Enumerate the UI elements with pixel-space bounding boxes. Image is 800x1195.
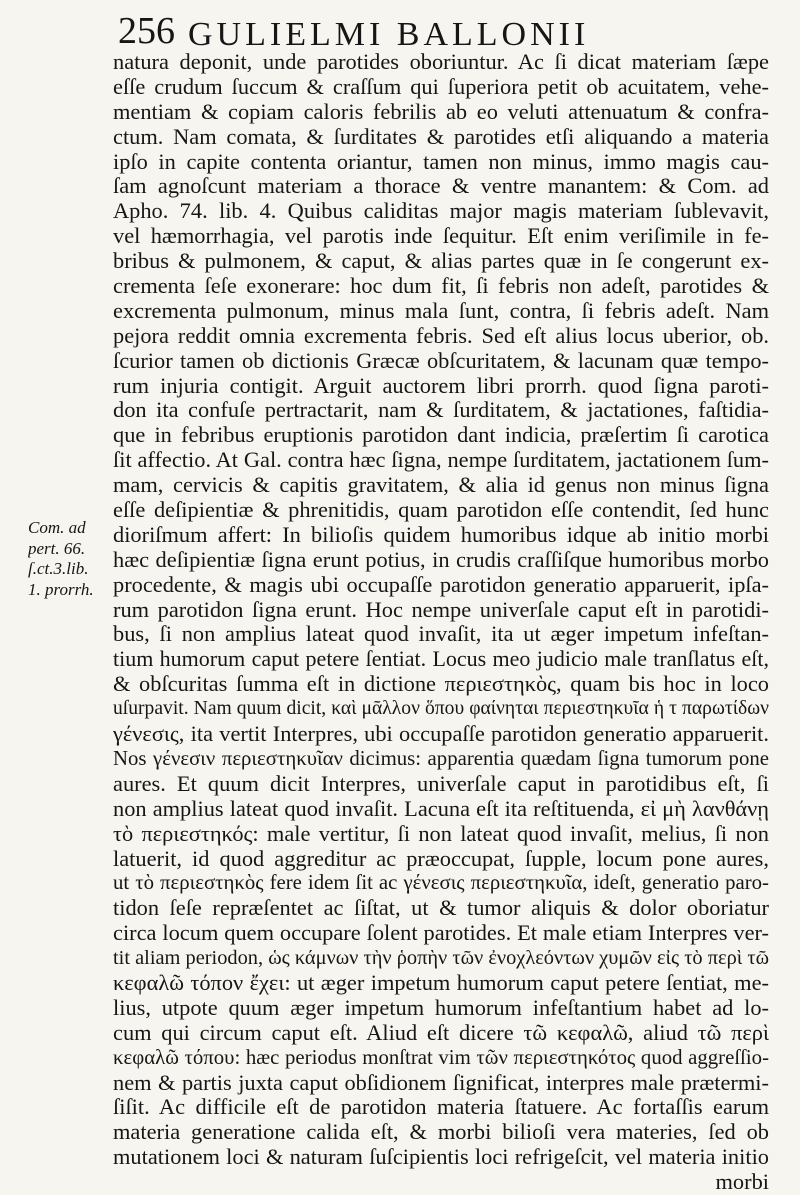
text-line: tium humorum caput petere ſentiat. Locus meo judicio male tranſlatus eſt, [113,647,769,672]
text-line: ſam agnoſcunt materiam a thorace & ventre manantem: & Com. ad [113,174,769,199]
marginal-note [28,518,110,600]
text-line: ſit affectio. At Gal. contra hæc ſigna, nempe ſurditatem, jactationem ſum- [113,448,769,473]
running-head [118,10,788,52]
text-line: rum parotidon ſigna erunt. Hoc nempe univerſale caput eſt in parotidi- [113,597,769,622]
text-line: uſurpavit. Nam quum dicit, καὶ μᾶλλον ὅπου φαίνηται περιεστηκυῖα ἡ τ παρωτίδων [113,698,769,720]
text-line: mam, cervicis & capitis gravitatem, & alia id genus non minus ſigna [113,473,769,498]
text-line: que in febribus eruptionis parotidon dant indicia, præſertim ſi carotica [113,423,769,448]
text-line: Nos γένεσιν περιεστηκυῖαν dicimus: apparentia quædam ſigna tumorum pone [113,746,769,770]
text-line: κεφαλῶ τόπον ἔχει: ut æger impetum humorum caput petere ſentiat, me- [113,970,769,995]
text-line: circa locum quem occupare ſolent parotides. Et male etiam Interpres ver- [113,921,769,946]
text-line: vel hæmorrhagia, vel parotis inde ſequitur. Eſt enim veriſimile in fe- [113,224,769,249]
text-line: aures. Et quum dicit Interpres, univerſale caput in parotidibus eſt, ſi [113,771,769,796]
text-line: lius, utpote quum æger impetum humorum infeſtantium habet ad lo- [113,995,769,1020]
text-line: pejora reddit omnia excrementa febris. Sed eſt alius locus uberior, ob. [113,323,769,348]
marginal-note-line: pert. 66. [28,538,86,558]
text-line: natura deponit, unde parotides oboriuntur. Ac ſi dicat materiam ſæpe [113,50,769,74]
text-line: γένεσις, ita vertit Interpres, ubi occupaſſe parotidon generatio apparuerit. [113,722,769,747]
text-line: dioriſmum affert: In bilioſis quidem humoribus idque ab initio morbi [113,522,769,547]
text-line: ut τὸ περιεστηκὸς fere idem ſit ac γένεσις περιεστηκυῖα, ideſt, generatio paro- [113,871,769,895]
text-line: latuerit, id quod aggreditur ac præoccupat, ſupple, locum pone aures, [113,846,769,871]
marginal-note-line: 1. prorrh. [28,579,94,599]
text-line: tit aliam periodon, ὡς κάμνων τὴν ῥοπὴν τῶν ἐνοχλεόντων χυμῶν εἰς τὸ περὶ τῶ [113,947,769,970]
text-line: morbi [715,1170,769,1195]
text-line: Apho. 74. lib. 4. Quibus caliditas major magis materiam ſublevavit, [113,199,769,224]
text-line: ſiſit. Ac difficile eſt de parotidon materia ſtatuere. Ac fortaſſis earum [113,1095,769,1120]
text-line: eſſe crudum ſuccum & craſſum qui ſuperiora petit ob acuitatem, vehe- [113,74,769,99]
marginal-note-line: Com. ad [28,518,86,537]
text-line: materia generatione calida eſt, & morbi bilioſi vera materies, ſed ob [113,1120,769,1145]
text-line: bus, ſi non amplius lateat quod invaſit, ita ut æger impetum infeſtan- [113,622,769,647]
text-line: tidon ſeſe repræſentet ac ſiſtat, ut & tumor aliquis & dolor oboriatur [113,896,769,921]
text-line: eſſe deſipientiæ & phrenitidis, quam parotidon eſſe contendit, ſed hunc [113,498,769,523]
text-line: rum injuria contigit. Arguit auctorem libri prorrh. quod ſigna paroti- [113,373,769,398]
text-line: don ita confuſe pertractarit, nam & ſurditatem, & jactationes, faſtidia- [113,398,769,423]
text-line: mentiam & copiam caloris febrilis ab eo veluti attenuatum & confra- [113,99,769,124]
text-line: & obſcuritas ſumma eſt in dictione περιεστηκὸς, quam bis hoc in loco [113,672,769,697]
text-line: bribus & pulmonem, & caput, & alias partes quæ in ſe congerunt ex- [113,249,769,274]
text-line: procedente, & magis ubi occupaſſe parotidon generatio apparuerit, ipſa- [113,572,769,597]
text-line: nem & partis juxta caput obſidionem ſignificat, interpres male prætermi- [113,1070,769,1095]
text-line: non amplius lateat quod invaſit. Lacuna eſt ita reſtituenda, εἰ μὴ λανθάνῃ [113,796,769,821]
text-line: excrementa pulmonum, minus mala ſunt, contra, ſi febris adeſt. Nam [113,298,769,323]
text-line: hæc deſipientiæ ſigna erunt potius, in crudis craſſiſque humoribus morbo [113,547,769,572]
text-line: τὸ περιεστηκός: male vertitur, ſi non lateat quod invaſit, melius, ſi non [113,821,769,846]
text-line: ipſo in capite contenta oriantur, tamen non minus, immo magis cau- [113,149,769,174]
page-number: 256 [118,10,175,52]
running-title: GULIELMI BALLONII [188,16,590,53]
body-text [113,50,769,1195]
text-line: ſcurior tamen ob dictionis Græcæ obſcuritatem, & lacunam quæ tempo- [113,348,769,373]
text-line: ctum. Nam comata, & ſurditates & parotides etſi aliquando a materia [113,124,769,149]
marginal-note-line: ſ.ct.3.lib. [28,559,89,578]
text-line: mutationem loci & naturam ſuſcipientis loci refrigeſcit, vel materia initio [113,1145,769,1170]
text-line: cum qui circum caput eſt. Aliud eſt dicere τῶ κεφαλῶ, aliud τῶ περὶ [113,1020,769,1045]
text-line: crementa ſeſe exonerare: hoc dum fit, ſi febris non adeſt, parotides & [113,274,769,299]
text-line: κεφαλῶ τόπου: hæc periodus monſtrat vim τῶν περιεστηκότος quod aggreſſio- [113,1045,769,1069]
